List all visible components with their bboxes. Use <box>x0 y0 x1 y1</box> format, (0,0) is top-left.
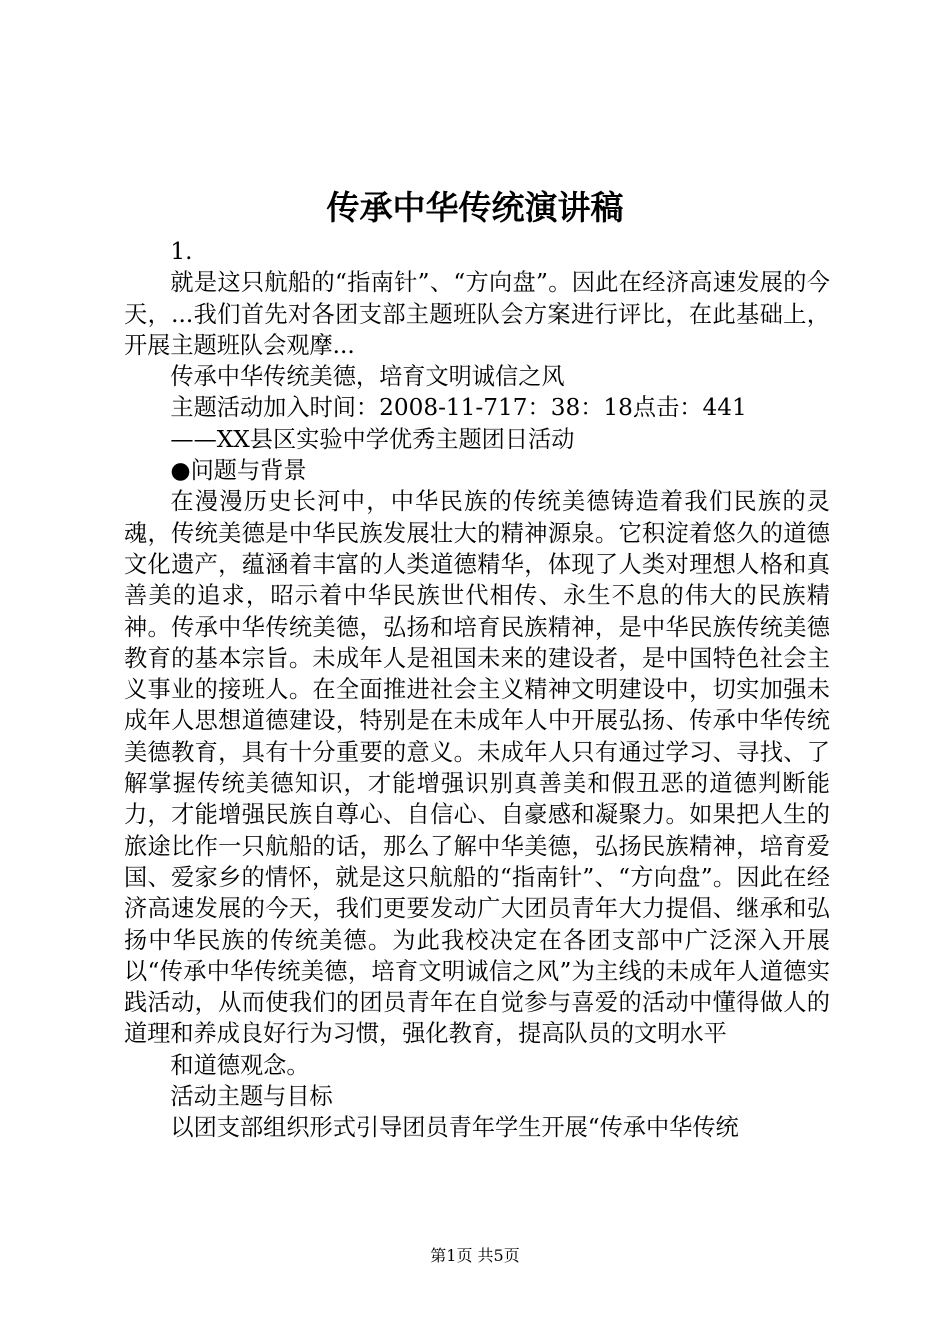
paragraph-activity-title: 传承中华传统美德，培育文明诚信之风 <box>170 363 565 391</box>
paragraph-number: 1. <box>170 238 193 265</box>
paragraph-added-time: 主题活动加入时间：2008-11-717：38：18点击：441 <box>170 394 747 422</box>
paragraph-excerpt: 就是这只航船的“指南针”、“方向盘”。因此在经济高速发展的今天，...我们首先对各团支部主题班队会方案进行评比，在此基础上，开展主题班队会观摩... <box>124 269 830 359</box>
section-heading-background: ●问题与背景 <box>170 457 307 485</box>
document-body <box>124 236 830 1144</box>
document-title: 传承中华传统演讲稿 <box>326 188 624 227</box>
paragraph-school: ——XX县区实验中学优秀主题团日活动 <box>170 425 575 453</box>
page-footer: 第1页 共5页 <box>430 1246 520 1265</box>
section-heading-theme: 活动主题与目标 <box>170 1083 333 1111</box>
paragraph-continuation: 和道德观念。 <box>170 1051 310 1079</box>
paragraph-theme: 以团支部组织形式引导团员青年学生开展“传承中华传统 <box>170 1114 739 1142</box>
paragraph-background: 在漫漫历史长河中，中华民族的传统美德铸造着我们民族的灵魂，传统美德是中华民族发展壮大的精神源泉。它积淀着悠久的道德文化遗产，蕴涵着丰富的人类道德精华，体现了人类对理想人格和真善美的追求，昭示着中华民族世代相传、永生不息的伟大的民族精神。传承中华传统美德，弘扬和培育民族精神，是中华民族传统美德教育的基本宗旨。未成年人是祖国未来的建设者，是中国特色社会主义事业的接班人。在全面推进社会主义精神文明建设中，切实加强未成年人思想道德建设，特别是在未成年人中开展弘扬、传承中华传统美德教育，具有十分重要的意义。未成年人只有通过学习、寻找、了解掌握传统美德知识，才能增强识别真善美和假丑恶的道德判断能力，才能增强民族自尊心、自信心、自豪感和凝聚力。如果把人生的旅途比作一只航船的话，那么了解中华美德，弘扬民族精神，培育爱国、爱家乡的情怀，就是这只航船的“指南针”、“方向盘”。因此在经济高速发展的今天，我们更要发动广大团员青年大力提倡、继承和弘扬中华民族的传统美德。为此我校决定在各团支部中广泛深入开展以“传承中华传统美德，培育文明诚信之风”为主线的未成年人道德实践活动，从而使我们的团员青年在自觉参与喜爱的活动中懂得做人的道理和养成良好行为习惯，强化教育，提高队员的文明水平 <box>124 488 830 1048</box>
